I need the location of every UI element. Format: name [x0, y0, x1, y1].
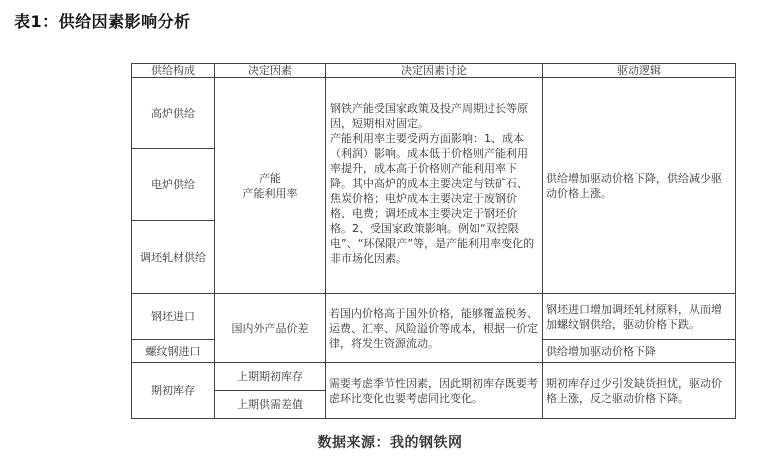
discussion-price-gap: 若国内价格高于国外价格，能够覆盖税务、运费、汇率、风险溢价等成本，根据一价定律，将发生资源流动。 — [326, 294, 543, 363]
header-discussion: 决定因素讨论 — [326, 64, 543, 78]
table-header-row — [132, 64, 736, 78]
component-rebar-import: 螺纹钢进口 — [132, 340, 215, 363]
component-blast-furnace: 高炉供给 — [132, 78, 215, 149]
component-billet-rolling: 调坯轧材供给 — [132, 221, 215, 294]
component-billet-import: 钢坯进口 — [132, 294, 215, 340]
data-source-note: 数据来源：我的钢铁网 — [317, 435, 463, 451]
header-logic: 驱动逻辑 — [543, 64, 736, 78]
header-factor: 决定因素 — [215, 64, 326, 78]
factor-capacity-line2: 产能利用率 — [242, 186, 298, 200]
factor-price-gap: 国内外产品价差 — [215, 294, 326, 363]
factor-capacity — [215, 78, 326, 294]
supply-factors-table-wrap — [131, 63, 736, 419]
table-row — [132, 363, 736, 391]
factor-prev-inventory: 上期期初库存 — [215, 363, 326, 391]
factor-prev-supply-demand-gap: 上期供需差值 — [215, 391, 326, 419]
table-row — [132, 294, 736, 340]
supply-factors-table — [131, 63, 736, 419]
header-component: 供给构成 — [132, 64, 215, 78]
logic-billet-import: 钢坯进口增加调坯轧材原料，从而增加螺纹钢供给，驱动价格下跌。 — [543, 294, 736, 340]
table-row — [132, 78, 736, 149]
component-electric-furnace: 电炉供给 — [132, 149, 215, 221]
discussion-inventory: 需要考虑季节性因素，因此期初库存既要考虑环比变化也要考虑同比变化。 — [326, 363, 543, 419]
discussion-capacity — [326, 78, 543, 294]
logic-capacity: 供给增加驱动价格下降，供给减少驱动价格上涨。 — [543, 78, 736, 294]
logic-rebar-import: 供给增加驱动价格下降 — [543, 340, 736, 363]
factor-capacity-line1: 产能 — [259, 171, 281, 185]
table-title: 表1：供给因素影响分析 — [14, 12, 191, 31]
component-opening-inventory: 期初库存 — [132, 363, 215, 419]
logic-inventory: 期初库存过少引发缺货担忧，驱动价格上涨，反之驱动价格下降。 — [543, 363, 736, 419]
discussion-capacity-text: 钢铁产能受国家政策及投产周期过长等原因，短期相对固定。 产能利用率主要受两方面影响：1、成本（利润）影响。成本低于价格则产能利用率提升，成本高于价格则产能利用率下降。其中高炉的成本主要决定与铁矿石、焦炭价格；电炉成本主要决定于废钢价格、电费；调坯成本主要决定于钢坯价格。2、受国家政策影响。例如“双控限电”、“环保限产”等，是产能利用率变化的非市场化因素。 — [330, 102, 535, 265]
